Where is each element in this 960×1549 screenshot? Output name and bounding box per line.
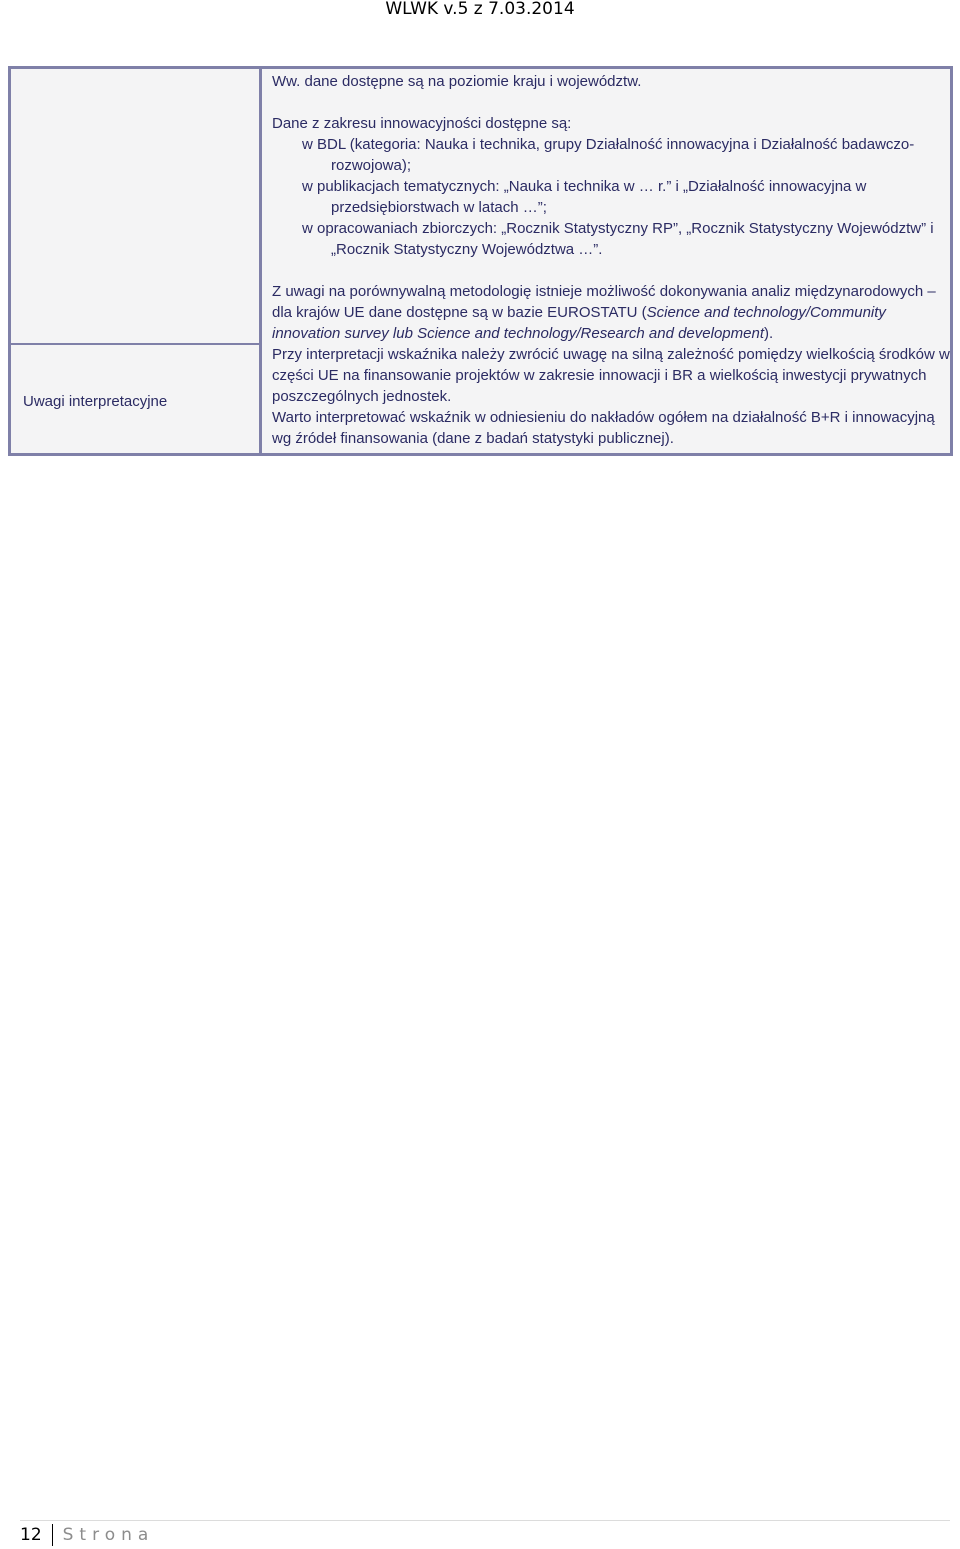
- list-item-compilations: w opracowaniach zbiorczych: „Rocznik Statystyczny RP”, „Rocznik Statystyczny Województw” i „Rocznik Statystyczny Województwa …”.: [302, 220, 934, 258]
- footer-separator: [52, 1524, 53, 1546]
- paragraph-methodology: [272, 281, 952, 344]
- row-divider: [11, 343, 260, 345]
- list-item-bdl: w BDL (kategoria: Nauka i technika, grupy Działalność innowacyjna i Działalność badawczo-rozwojowa);: [302, 136, 915, 174]
- eurostat-domains: Science and technology/Community innovation survey lub Science and technology/Research and development: [272, 304, 886, 342]
- remarks-content: [272, 71, 952, 449]
- list-item-publications: w publikacjach tematycznych: „Nauka i technika w … r.” i „Działalność innowacyjna w przedsiębiorstwach w latach …”;: [302, 178, 867, 216]
- paragraph-recommendation: Warto interpretować wskaźnik w odniesieniu do nakładów ogółem na działalność B+R i innowacyjną wg źródeł finansowania (dane z badań statystyki publicznej).: [272, 409, 935, 447]
- remarks-table: [8, 66, 953, 456]
- page-word: Strona: [62, 1525, 155, 1545]
- document-header: WLWK v.5 z 7.03.2014: [385, 0, 575, 19]
- methodology-text: Z uwagi na porównywalną metodologię istnieje możliwość dokonywania analiz międzynarodowych – dla krajów UE dane dostępne są w bazie EUROSTATU (: [272, 283, 936, 321]
- page-footer: [20, 1524, 154, 1546]
- methodology-end: ).: [763, 325, 774, 342]
- row-label-interpretation: Uwagi interpretacyjne: [23, 393, 168, 410]
- page-number: 12: [20, 1525, 42, 1545]
- paragraph-interpretation: Przy interpretacji wskaźnika należy zwrócić uwagę na silną zależność pomiędzy wielkością środków w części UE na finansowanie projektów w zakresie innowacji i BR a wielkością inwestycji prywatnych poszczególnych jednostek.: [272, 346, 950, 405]
- paragraph-sources-intro: Dane z zakresu innowacyjności dostępne są:: [272, 115, 572, 132]
- footer-line: [20, 1520, 950, 1521]
- paragraph-availability: Ww. dane dostępne są na poziomie kraju i województw.: [272, 73, 642, 90]
- column-divider: [259, 69, 262, 453]
